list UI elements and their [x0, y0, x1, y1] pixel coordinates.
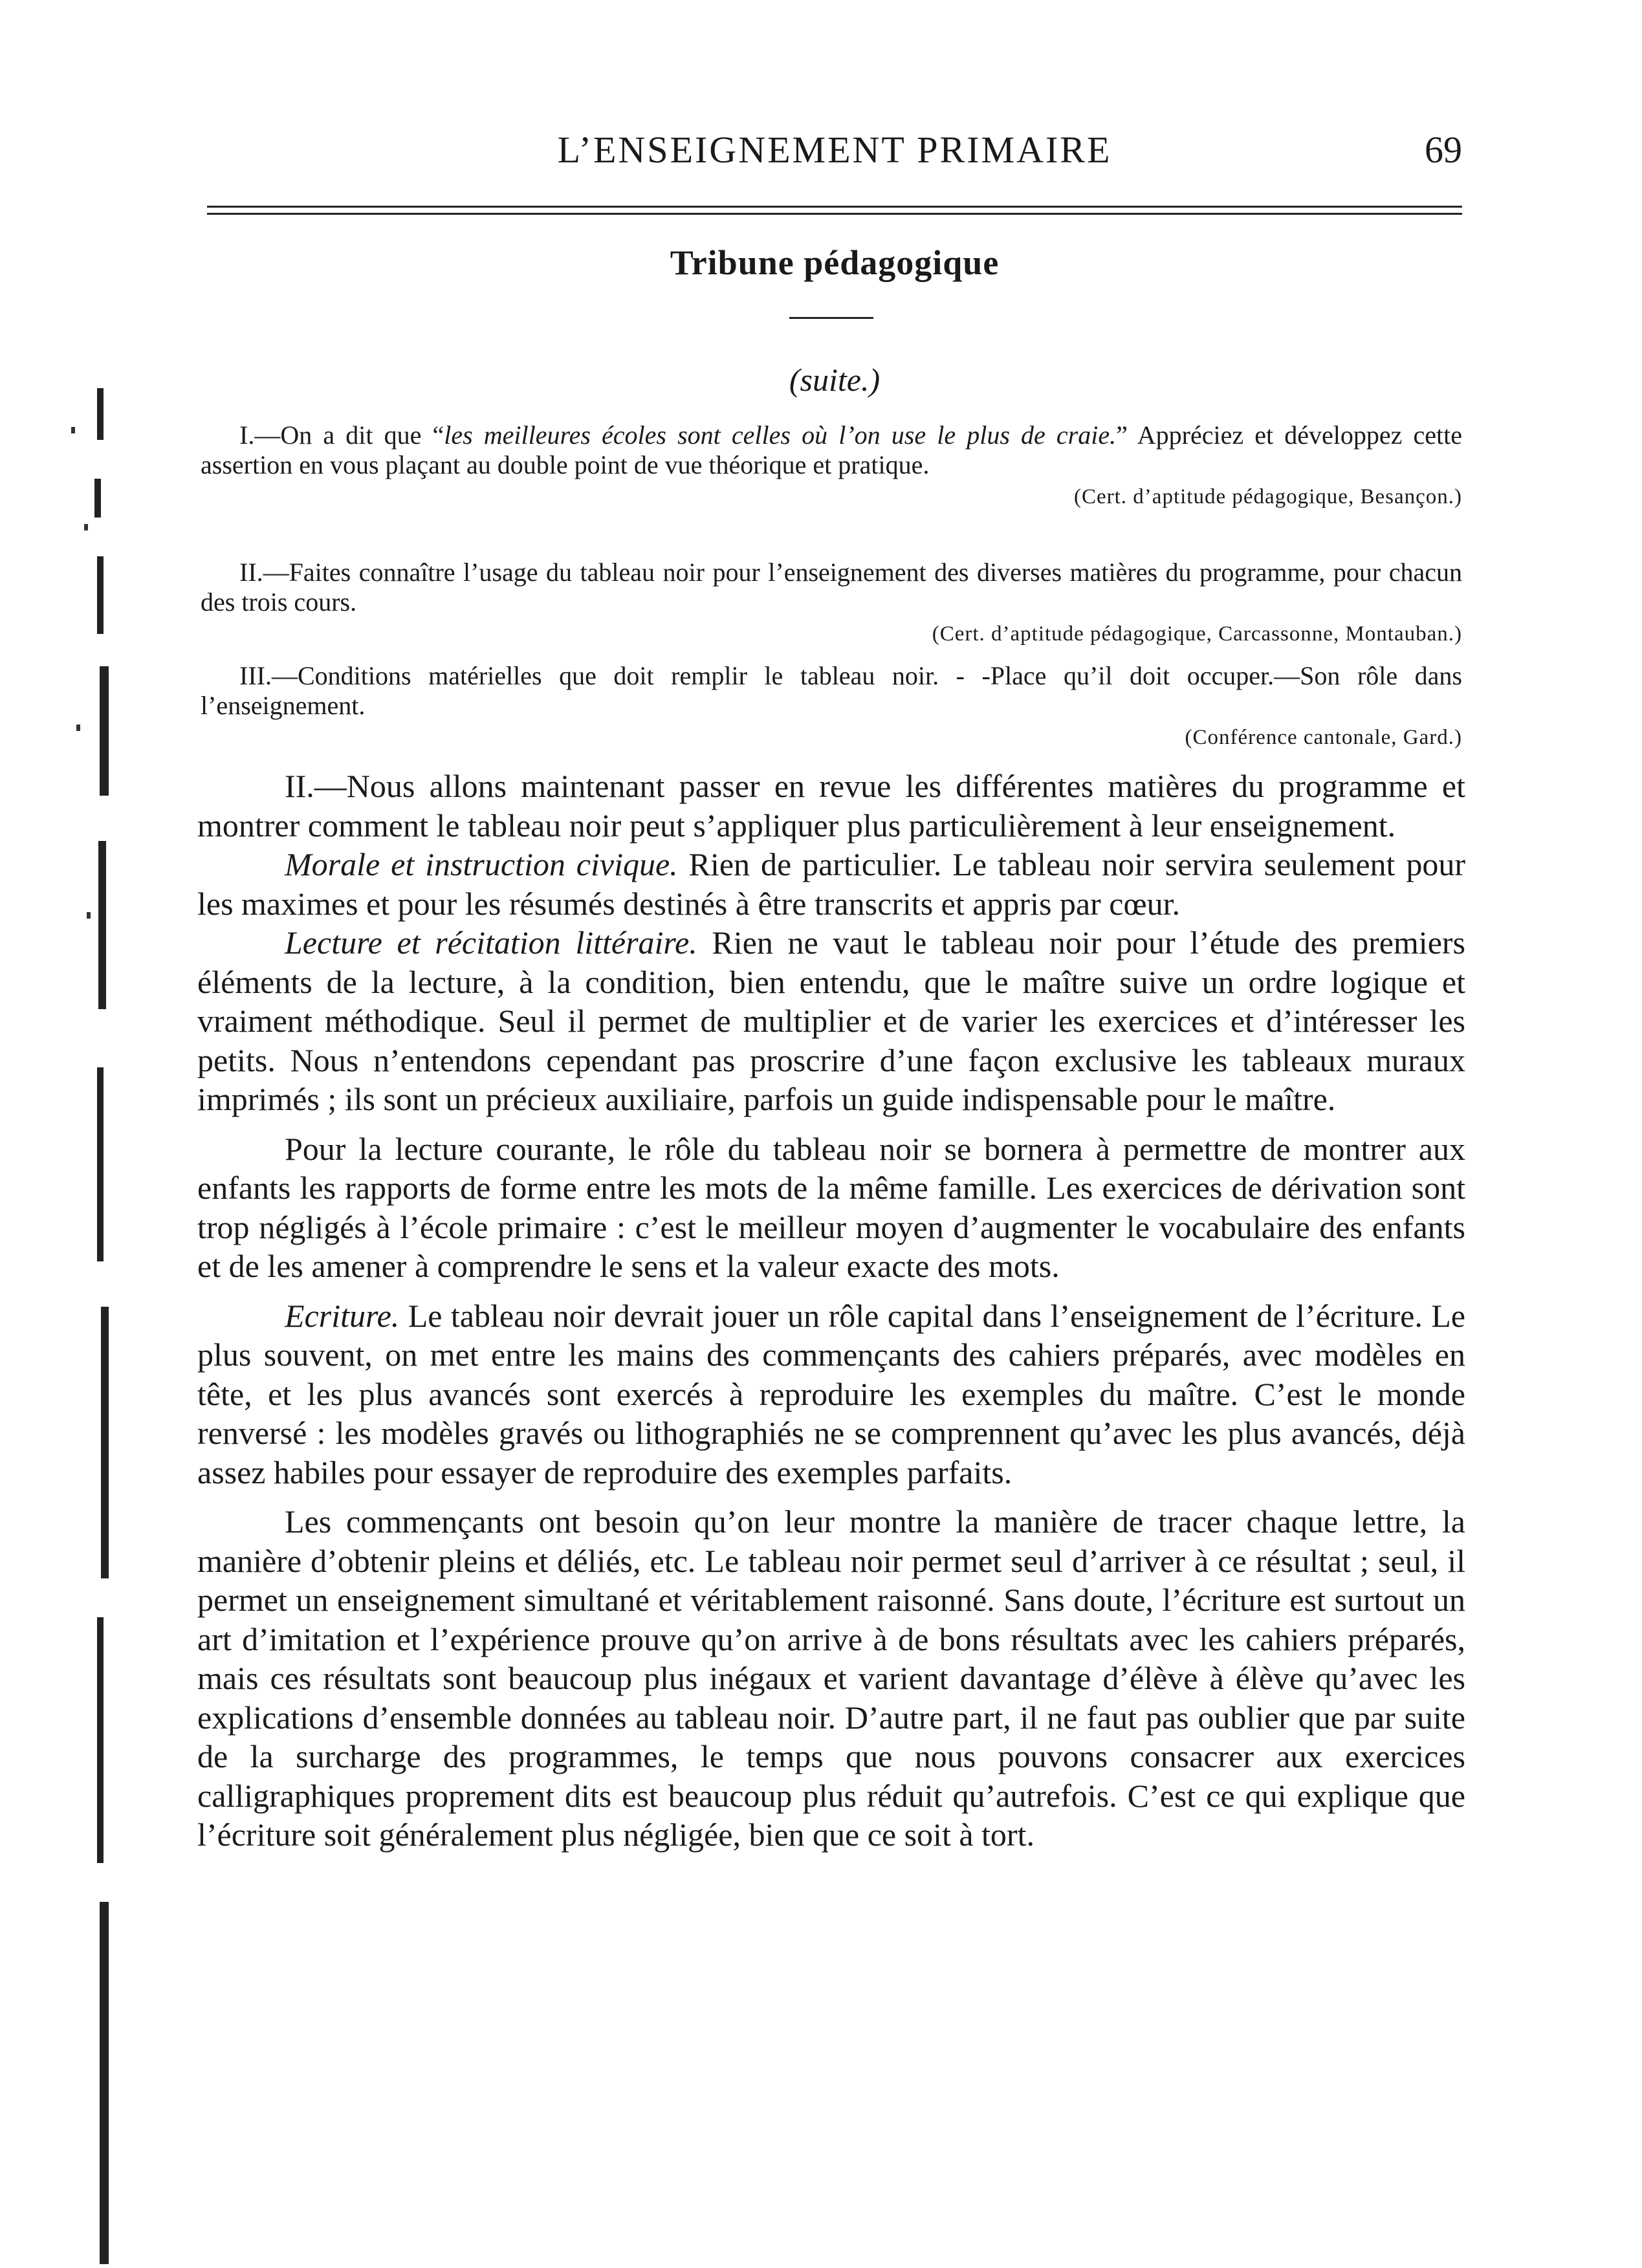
- paragraph-lecture-courante: Pour la lecture courante, le rôle du tableau noir se bornera à permettre de montrer aux enfants les rapports de forme entre les mots de la même famille. Les exercices de dérivation sont trop négligés à l’école primaire : c’est le meilleur moyen d’augmenter le vocabulaire des enfants et de les amener à comprendre le sens et la valeur exacte des mots.: [197, 1130, 1465, 1284]
- question-3-source: (Conférence cantonale, Gard.): [1185, 726, 1462, 749]
- question-1-text: I.—On a dit que “les meilleures écoles sont celles où l’on use le plus de craie.” Appréciez et développez cette assertion en vous plaçant au double point de vue théorique et pratique.: [201, 420, 1462, 479]
- running-title: L’ENSEIGNEMENT PRIMAIRE: [557, 129, 1112, 171]
- question-2: [201, 558, 1462, 648]
- paragraph-morale: Morale et instruction civique. Rien de particulier. Le tableau noir servira seulement pour les maximes et pour les résumés destinés à être transcrits et appris par cœur.: [197, 846, 1466, 922]
- question-2-source: (Cert. d’aptitude pédagogique, Carcassonne, Montauban.): [932, 622, 1462, 646]
- article-body: [197, 767, 1465, 1865]
- paragraph-lecture: Lecture et récitation littéraire. Rien ne vaut le tableau noir pour l’étude des premiers éléments de la lecture, à la condition, bien entendu, que le maître suive un ordre logique et vraiment méthodique. Seul il permet de multiplier et de varier les exercices et d’intéresser les petits. Nous n’entendons cependant pas proscrire d’une façon exclusive les tableaux muraux imprimés ; ils sont un précieux auxiliaire, parfois un guide indispensable pour le maître.: [197, 924, 1465, 1117]
- question-3: [201, 661, 1462, 752]
- paragraph-intro: II.—Nous allons maintenant passer en revue les différentes matières du programme et montrer comment le tableau noir peut s’appliquer plus particulièrement à leur enseignement.: [197, 768, 1465, 844]
- question-3-text: III.—Conditions matérielles que doit remplir le tableau noir. - -Place qu’il doit occuper.—Son rôle dans l’enseignement.: [201, 661, 1462, 720]
- running-header: [207, 124, 1462, 176]
- section-title: Tribune pédagogique: [670, 243, 1000, 282]
- heading-morale: Morale et instruction civique.: [285, 846, 678, 882]
- question-1-source: (Cert. d’aptitude pédagogique, Besançon.): [1074, 485, 1462, 508]
- header-double-rule: [207, 206, 1462, 215]
- question-1: [201, 420, 1462, 511]
- title-divider: [789, 317, 873, 319]
- binding-shadow: [71, 388, 110, 2264]
- question-1-quote: les meilleures écoles sont celles où l’on use le plus de craie.: [444, 420, 1117, 450]
- paragraph-commencants: Les commençants ont besoin qu’on leur montre la manière de tracer chaque lettre, la manière d’obtenir pleins et déliés, etc. Le tableau noir permet seul d’arriver à ce résultat ; seul, il permet un enseignement simultané et véritablement raisonné. Sans doute, l’écriture est surtout un art d’imitation et l’expérience prouve qu’on arrive à de bons résultats avec les cahiers préparés, mais ces résultats sont beaucoup plus inégaux et varient davantage d’élève à élève qu’avec les explications d’ensemble données au tableau noir. D’autre part, il ne faut pas oublier que par suite de la surcharge des programmes, le temps que nous pouvons consacrer aux exercices calligraphiques proprement dits est beaucoup plus réduit qu’autrefois. C’est ce qui explique que l’écriture soit généralement plus négligée, bien que ce soit à tort.: [197, 1503, 1465, 1853]
- page-number: 69: [1425, 129, 1462, 171]
- heading-lecture: Lecture et récitation littéraire.: [285, 924, 697, 961]
- heading-ecriture: Ecriture.: [285, 1297, 400, 1334]
- question-2-text: II.—Faites connaître l’usage du tableau noir pour l’enseignement des diverses matières du programme, pour chacun des trois cours.: [201, 558, 1462, 616]
- paragraph-ecriture: Ecriture. Le tableau noir devrait jouer un rôle capital dans l’enseignement de l’écriture. Le plus souvent, on met entre les mains des commençants des cahiers préparés, avec modèles en tête, et les plus avancés sont exercés à reproduire les exemples du maître. C’est le monde renversé : les modèles gravés ou lithographiés ne se comprennent qu’avec les plus avancés, déjà assez habiles pour essayer de reproduire des exemples parfaits.: [197, 1297, 1465, 1490]
- continuation-note: (suite.): [789, 362, 881, 398]
